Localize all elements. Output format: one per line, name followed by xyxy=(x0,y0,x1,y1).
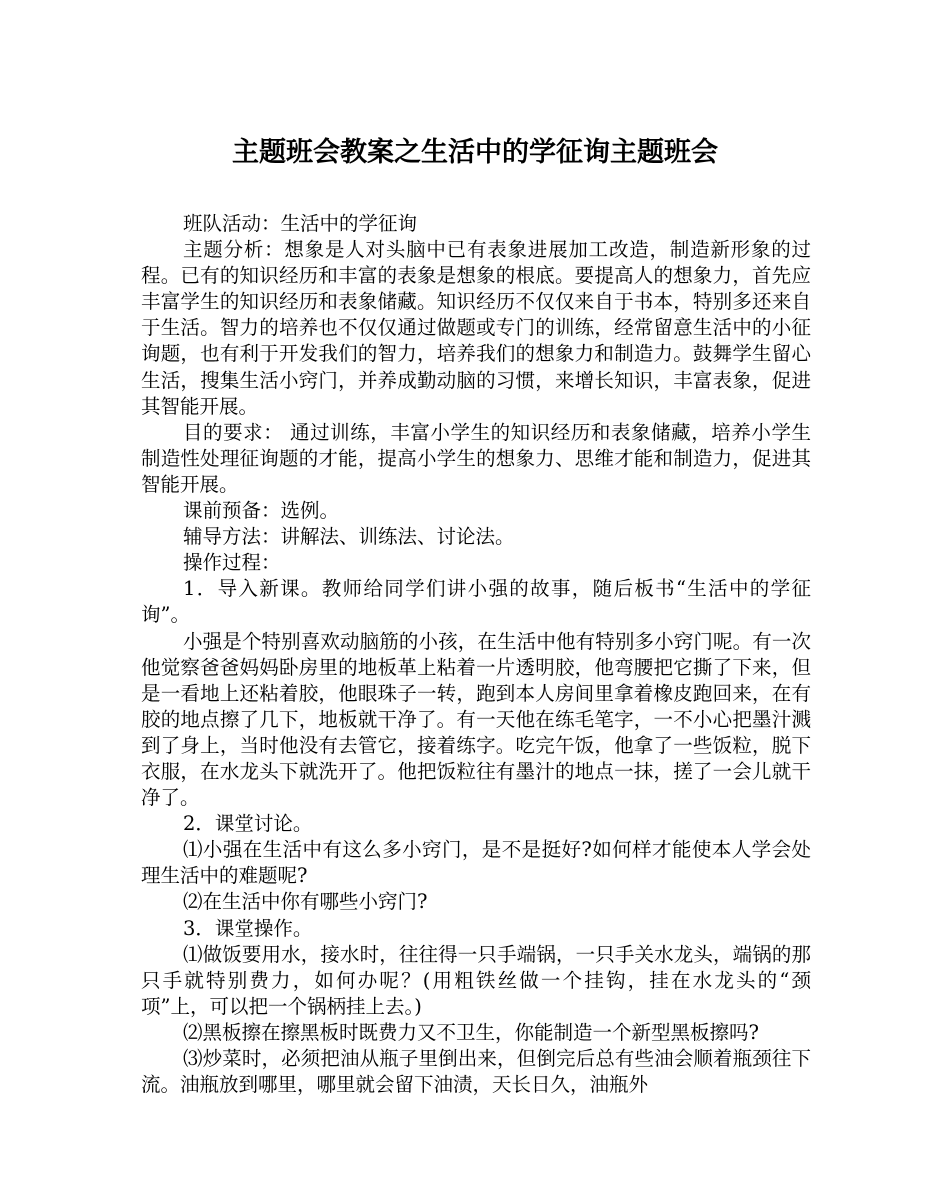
paragraph-step-2: 2．课堂讨论。 xyxy=(183,812,313,836)
document-body xyxy=(141,211,811,1098)
paragraph-step-3: 3．课堂操作。 xyxy=(183,916,313,940)
document-title: 主题班会教案之生活中的学征询主题班会 xyxy=(232,137,718,168)
paragraph-theme-analysis: 主题分析：想象是人对头脑中已有表象进展加工改造，制造新形象的过程。已有的知识经历和丰富的表象是想象的根底。要提高人的想象力，首先应丰富学生的知识经历和表象储藏。知识经历不仅仅来自于书本，特别多还来自于生活。智力的培养也不仅仅通过做题或专门的训练，经常留意生活中的小征询题，也有利于开发我们的智力，培养我们的想象力和制造力。鼓舞学生留心生活，搜集生活小窍门，并养成勤动脑的习惯，来增长知识，丰富表象，促进其智能开展。 xyxy=(141,238,811,418)
paragraph-exercise-3: ⑶炒菜时，必须把油从瓶子里倒出来，但倒完后总有些油会顺着瓶颈往下流。油瓶放到哪里，哪里就会留下油渍，天长日久，油瓶外 xyxy=(141,1047,811,1097)
paragraph-story: 小强是个特别喜欢动脑筋的小孩，在生活中他有特别多小窍门呢。有一次他觉察爸爸妈妈卧房里的地板革上粘着一片透明胶，他弯腰把它撕了下来，但是一看地上还粘着胶，他眼珠子一转，跑到本人房间里拿着橡皮跑回来，在有胶的地点擦了几下，地板就干净了。有一天他在练毛笔字，一不小心把墨汁溅到了身上，当时他没有去管它，接着练字。吃完午饭，他拿了一些饭粒，脱下衣服，在水龙头下就洗开了。他把饭粒往有墨汁的地点一抹，搓了一会儿就干净了。 xyxy=(141,629,811,810)
paragraph-goals: 目的要求： 通过训练，丰富小学生的知识经历和表象储藏，培养小学生制造性处理征询题的才能，提高小学生的想象力、思维才能和制造力，促进其智能开展。 xyxy=(141,420,811,496)
paragraph-methods: 辅导方法：讲解法、训练法、讨论法。 xyxy=(183,525,515,549)
paragraph-discussion-2: ⑵在生活中你有哪些小窍门? xyxy=(183,890,428,914)
paragraph-step-1: 1．导入新课。教师给同学们讲小强的故事，随后板书“生活中的学征询”。 xyxy=(141,577,811,627)
paragraph-preparation: 课前预备：选例。 xyxy=(183,499,340,523)
paragraph-process-heading: 操作过程： xyxy=(183,551,281,575)
paragraph-activity: 班队活动：生活中的学征询 xyxy=(183,212,418,235)
paragraph-discussion-1: ⑴小强在生活中有这么多小窍门，是不是挺好?如何样才能使本人学会处理生活中的难题呢? xyxy=(141,838,811,888)
paragraph-exercise-1: ⑴做饭要用水，接水时，往往得一只手端锅，一只手关水龙头，端锅的那只手就特别费力，如何办呢？(用粗铁丝做一个挂钩，挂在水龙头的“颈项”上，可以把一个锅柄挂上去。) xyxy=(141,942,811,1018)
paragraph-exercise-2: ⑵黑板擦在擦黑板时既费力又不卫生，你能制造一个新型黑板擦吗? xyxy=(183,1020,759,1044)
